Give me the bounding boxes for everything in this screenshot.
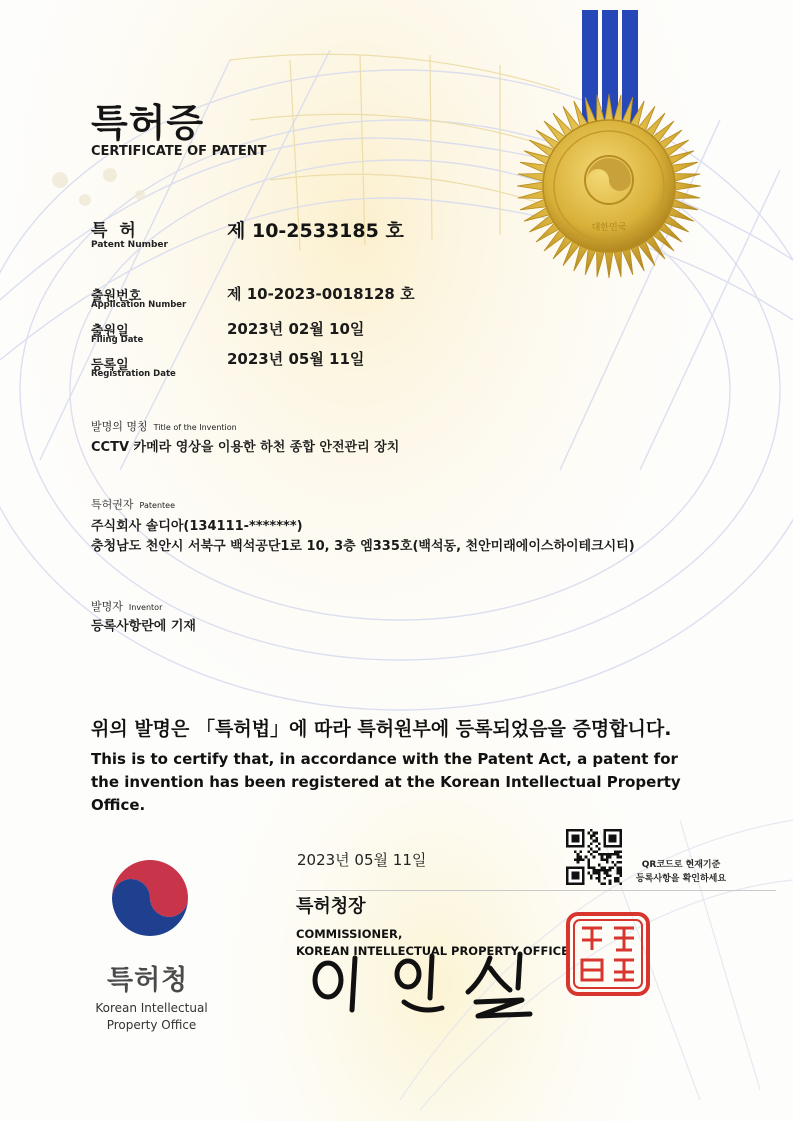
inventor-label-en: Inventor <box>128 603 163 612</box>
registration-date-label: 등록일 <box>91 358 129 373</box>
patent-number-label: 특 허 <box>91 221 139 241</box>
issue-date: 2023년 05월 11일 <box>297 851 427 869</box>
application-number-value: 제 10-2023-0018128 호 <box>227 285 415 303</box>
inventor-label-ko: 발명자 <box>91 600 123 613</box>
inventor-label <box>91 598 162 614</box>
qr-note-line2: 등록사항을 확인하세요 <box>636 874 727 884</box>
application-number-label: 출원번호 <box>91 289 142 304</box>
medal-inscription: 대한민국 <box>591 223 627 233</box>
application-number-label-en: Application Number <box>91 300 187 310</box>
gold-medal-seal <box>514 90 704 282</box>
office-name-ko: 특허청 <box>107 965 189 996</box>
patentee-label-en: Patentee <box>139 501 175 510</box>
certification-statement-en: This is to certify that, in accordance with the Patent Act, a patent for the invention has been registered at the Korean Intellectual Property Office. <box>91 750 681 814</box>
patentee-name: 주식회사 솔디아(134111-*******) <box>91 519 303 534</box>
registration-date-value: 2023년 05월 11일 <box>227 350 365 368</box>
patentee-label <box>91 496 175 512</box>
filing-date-value: 2023년 02월 10일 <box>227 320 365 338</box>
office-name-en: Korean Intellectual Property Office <box>95 1001 208 1032</box>
invention-title-label-ko: 발명의 명칭 <box>91 420 148 433</box>
patent-number-value: 제 10-2533185 호 <box>227 220 404 242</box>
qr-code[interactable] <box>566 829 622 885</box>
patent-number-label-en: Patent Number <box>91 240 168 250</box>
commissioner-signature <box>300 950 545 1020</box>
patentee-label-ko: 특허권자 <box>91 498 134 511</box>
commissioner-title-en-line2: KOREAN INTELLECTUAL PROPERTY OFFICE <box>296 944 569 958</box>
kipo-logo <box>106 858 194 942</box>
official-seal-stamp <box>564 910 652 998</box>
commissioner-title-en-line1: COMMISSIONER, <box>296 927 403 941</box>
document-title: 특허증 <box>91 101 205 145</box>
qr-note <box>636 858 726 886</box>
patentee-address: 충청남도 천안시 서북구 백석공단1로 10, 3층 엠335호(백석동, 천안미래에이스하이테크시티) <box>91 539 635 554</box>
commissioner-title-ko: 특허청장 <box>296 896 366 917</box>
inventor-value: 등록사항란에 기재 <box>91 619 196 634</box>
divider <box>296 890 776 891</box>
invention-title-value: CCTV 카메라 영상을 이용한 하천 종합 안전관리 장치 <box>91 440 400 455</box>
certification-statement-ko: 위의 발명은 「특허법」에 따라 특허원부에 등록되었음을 증명합니다. <box>91 718 672 740</box>
filing-date-label-en: Filing Date <box>91 335 144 345</box>
qr-note-line1: QR코드로 현재기준 <box>641 860 721 870</box>
invention-title-label-en: Title of the Invention <box>153 423 237 432</box>
invention-title-label <box>91 418 237 434</box>
document-subtitle: CERTIFICATE OF PATENT <box>91 144 267 159</box>
filing-date-label: 출원일 <box>91 324 129 339</box>
registration-date-label-en: Registration Date <box>91 369 176 379</box>
